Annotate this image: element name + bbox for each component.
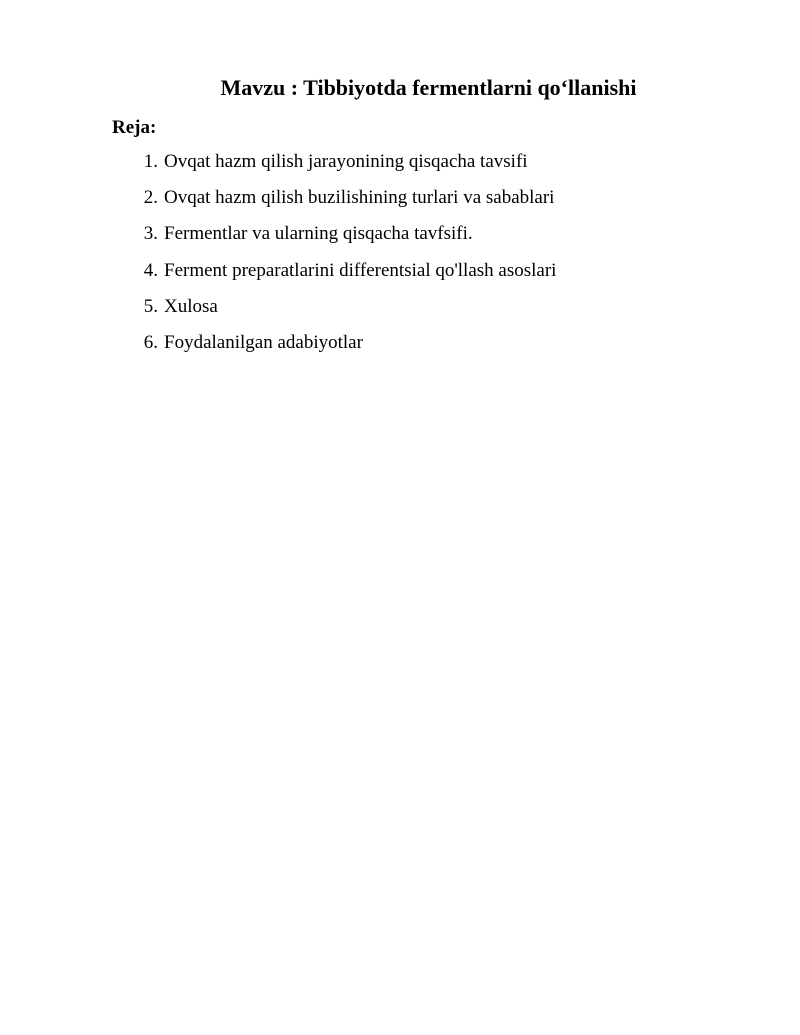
plan-heading: Reja:: [112, 117, 157, 138]
list-item-text: Ferment preparatlarini differentsial qo'llash asoslari: [164, 259, 557, 281]
list-item-text: Foydalanilgan adabiyotlar: [164, 331, 363, 353]
list-item-number: 1.: [143, 151, 158, 172]
list-item: [112, 293, 556, 329]
list-item: [112, 257, 556, 293]
list-item-number: 6.: [143, 331, 158, 353]
list-item: [112, 329, 556, 365]
list-item-text: Xulosa: [164, 295, 218, 317]
list-item: [112, 184, 556, 220]
list-item-number: 3.: [143, 223, 158, 245]
list-item-text: Fermentlar va ularning qisqacha tavfsifi.: [164, 223, 473, 245]
list-item: [112, 220, 556, 256]
list-item-number: 4.: [143, 259, 158, 281]
document-title: Mavzu : Tibbiyotda fermentlarni qo‘llanishi: [220, 75, 637, 100]
plan-list: [112, 148, 556, 365]
list-item-number: 2.: [143, 187, 158, 209]
list-item-text: Ovqat hazm qilish jarayonining qisqacha tavsifi: [164, 151, 528, 172]
list-item-text: Ovqat hazm qilish buzilishining turlari va sabablari: [164, 187, 555, 209]
list-item-number: 5.: [143, 295, 158, 317]
list-item: [112, 148, 556, 184]
